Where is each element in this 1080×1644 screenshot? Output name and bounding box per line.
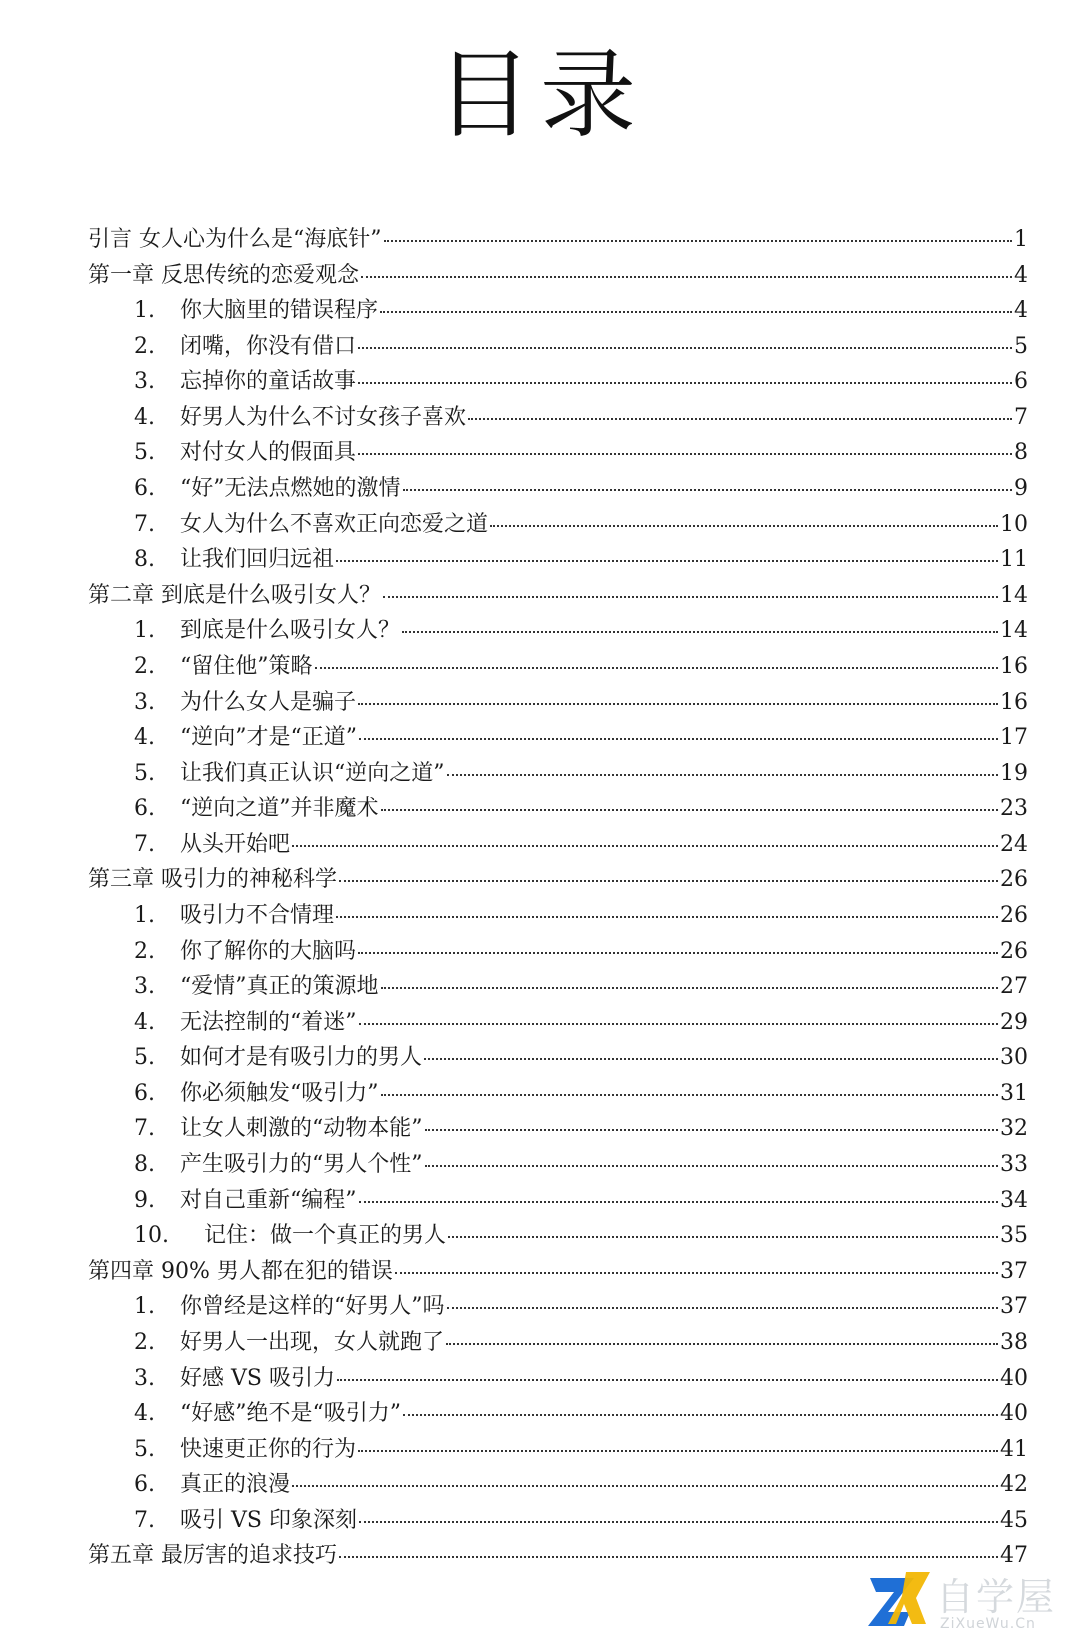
toc-item-title: 记住：做一个真正的男人 — [204, 1223, 447, 1249]
toc-dot-leader — [292, 1485, 998, 1487]
toc-page-number: 14 — [1000, 582, 1028, 608]
toc-dot-leader — [383, 596, 998, 598]
toc-item-row[interactable] — [88, 934, 1028, 970]
toc-item-number: 3. — [134, 1365, 155, 1391]
toc-dot-leader — [425, 1165, 999, 1167]
toc-chapter-row[interactable] — [88, 258, 1028, 294]
toc-dot-leader — [336, 560, 998, 562]
toc-item-number: 7. — [134, 1507, 155, 1533]
toc-dot-leader — [447, 774, 999, 776]
toc-page-number: 11 — [1000, 547, 1028, 573]
toc-item-number: 6. — [134, 1472, 155, 1498]
toc-dot-leader — [358, 347, 1012, 349]
toc-item-title: 对付女人的假面具 — [180, 440, 357, 466]
toc-chapter-row[interactable] — [88, 578, 1028, 614]
toc-dot-leader — [395, 1272, 998, 1274]
toc-item-number: 4. — [134, 725, 155, 751]
toc-item-number: 5. — [134, 1045, 155, 1071]
toc-dot-leader — [358, 703, 998, 705]
toc-item-number: 4. — [134, 1009, 155, 1035]
toc-page-number: 1 — [1014, 227, 1028, 252]
toc-chapter-title: 第二章 到底是什么吸引女人？ — [88, 582, 381, 608]
toc-item-row[interactable] — [88, 791, 1028, 827]
toc-dot-leader — [384, 240, 1013, 242]
toc-page-number: 37 — [1000, 1258, 1028, 1284]
toc-item-number: 3. — [134, 689, 155, 715]
toc-item-number: 2. — [134, 653, 155, 679]
toc-item-number: 4. — [134, 404, 155, 430]
toc-page-number: 4 — [1014, 262, 1028, 288]
toc-item-title: 对自己重新“编程” — [180, 1187, 357, 1213]
toc-item-title: 女人为什么不喜欢正向恋爱之道 — [180, 511, 489, 537]
toc-item-number: 5. — [134, 1436, 155, 1462]
toc-dot-leader — [339, 1556, 998, 1558]
toc-item-title: 吸引 VS 印象深刻 — [180, 1507, 357, 1533]
toc-item-title: “逆向”才是“正道” — [180, 725, 357, 751]
toc-item-number: 2. — [134, 333, 155, 359]
toc-dot-leader — [359, 1023, 999, 1025]
toc-item-title: 你必须触发“吸引力” — [180, 1080, 379, 1106]
toc-item-number: 1. — [134, 902, 155, 928]
toc-page-number: 45 — [1000, 1507, 1028, 1533]
toc-item-number: 6. — [134, 1080, 155, 1106]
toc-page-number: 26 — [1000, 938, 1028, 964]
toc-item-row[interactable] — [88, 400, 1028, 436]
toc-item-row[interactable] — [88, 542, 1028, 578]
toc-item-row[interactable] — [88, 1289, 1028, 1325]
toc-page-number: 41 — [1000, 1436, 1028, 1462]
toc-item-row[interactable] — [88, 293, 1028, 329]
toc-item-title: 好感 VS 吸引力 — [180, 1365, 335, 1391]
toc-item-number: 3. — [134, 369, 155, 395]
toc-dot-leader — [358, 1450, 998, 1452]
toc-page-number: 23 — [1000, 796, 1028, 822]
toc-page-number: 19 — [1000, 760, 1028, 786]
toc-page-number: 5 — [1014, 333, 1028, 359]
toc-item-title: 快速更正你的行为 — [180, 1436, 357, 1462]
toc-page-number: 31 — [1000, 1080, 1028, 1106]
toc-item-row[interactable] — [88, 435, 1028, 471]
toc-page-number: 24 — [1000, 831, 1028, 857]
toc-item-row[interactable] — [88, 507, 1028, 543]
toc-page-number: 4 — [1014, 298, 1028, 324]
toc-item-row[interactable] — [88, 969, 1028, 1005]
toc-dot-leader — [358, 382, 1012, 384]
toc-dot-leader — [337, 1379, 998, 1381]
toc-item-number: 8. — [134, 1152, 155, 1178]
toc-page-number: 29 — [1000, 1009, 1028, 1035]
toc-item-number: 5. — [134, 440, 155, 466]
toc-page-number: 40 — [1000, 1401, 1028, 1427]
toc-page-number: 26 — [1000, 902, 1028, 928]
toc-item-number: 8. — [134, 547, 155, 573]
toc-page-number: 9 — [1014, 476, 1028, 502]
toc-chapter-row[interactable] — [88, 222, 1028, 258]
toc-dot-leader — [381, 1094, 999, 1096]
toc-item-row[interactable] — [88, 1183, 1028, 1219]
toc-chapter-row[interactable] — [88, 1254, 1028, 1290]
toc-dot-leader — [402, 631, 998, 633]
toc-item-number: 9. — [134, 1187, 155, 1213]
toc-page-number: 34 — [1000, 1187, 1028, 1213]
toc-page-number: 37 — [1000, 1294, 1028, 1320]
toc-item-row[interactable] — [88, 1503, 1028, 1539]
toc-page-number: 6 — [1014, 369, 1028, 395]
toc-item-row[interactable] — [88, 1111, 1028, 1147]
toc-page-number: 35 — [1000, 1223, 1028, 1249]
watermark-url: ZiXueWu.Cn — [940, 1616, 1036, 1632]
toc-dot-leader — [381, 809, 999, 811]
toc-item-row[interactable] — [88, 649, 1028, 685]
toc-item-number: 1. — [134, 1294, 155, 1320]
toc-item-title: 让我们回归远祖 — [180, 547, 335, 573]
toc-item-row[interactable] — [88, 1218, 1028, 1254]
toc-item-title: 你大脑里的错误程序 — [180, 298, 379, 324]
toc-item-number: 7. — [134, 511, 155, 537]
toc-chapter-title: 第一章 反思传统的恋爱观念 — [88, 262, 359, 288]
toc-item-title: “好感”绝不是“吸引力” — [180, 1401, 401, 1427]
toc-item-title: 为什么女人是骗子 — [180, 689, 357, 715]
toc-dot-leader — [468, 418, 1012, 420]
toc-dot-leader — [425, 1129, 999, 1131]
toc-page-number: 42 — [1000, 1472, 1028, 1498]
toc-page-number: 32 — [1000, 1116, 1028, 1142]
toc-item-number: 1. — [134, 298, 155, 324]
table-of-contents — [88, 222, 1028, 1574]
toc-dot-leader — [424, 1058, 998, 1060]
toc-item-title: 无法控制的“着迷” — [180, 1009, 357, 1035]
toc-page-number: 14 — [1000, 618, 1028, 644]
toc-item-title: 从头开始吧 — [180, 831, 291, 857]
toc-item-number: 4. — [134, 1401, 155, 1427]
toc-item-number: 6. — [134, 796, 155, 822]
toc-item-row[interactable] — [88, 471, 1028, 507]
toc-item-title: “好”无法点燃她的激情 — [180, 476, 401, 502]
toc-item-row[interactable] — [88, 1005, 1028, 1041]
toc-dot-leader — [336, 916, 998, 918]
toc-item-row[interactable] — [88, 720, 1028, 756]
toc-item-row[interactable] — [88, 329, 1028, 365]
toc-item-title: 好男人一出现，女人就跑了 — [180, 1329, 445, 1355]
toc-item-title: “留住他”策略 — [180, 653, 313, 679]
toc-page-number: 47 — [1000, 1543, 1028, 1569]
toc-dot-leader — [380, 311, 1012, 313]
toc-dot-leader — [292, 845, 998, 847]
toc-item-number: 7. — [134, 831, 155, 857]
toc-item-title: 产生吸引力的“男人个性” — [180, 1152, 423, 1178]
toc-dot-leader — [361, 276, 1012, 278]
toc-item-row[interactable] — [88, 827, 1028, 863]
zixuewu-logo-icon — [866, 1568, 934, 1634]
toc-item-row[interactable] — [88, 364, 1028, 400]
toc-item-row[interactable] — [88, 1147, 1028, 1183]
toc-dot-leader — [381, 987, 999, 989]
toc-page-number: 10 — [1000, 511, 1028, 537]
toc-dot-leader — [315, 667, 999, 669]
toc-item-row[interactable] — [88, 1076, 1028, 1112]
toc-dot-leader — [490, 525, 998, 527]
toc-item-number: 10. — [134, 1223, 169, 1249]
toc-item-title: 吸引力不合情理 — [180, 902, 335, 928]
toc-page-number: 7 — [1014, 404, 1028, 430]
toc-item-number: 2. — [134, 1329, 155, 1355]
toc-page-number: 30 — [1000, 1045, 1028, 1071]
toc-item-title: 如何才是有吸引力的男人 — [180, 1045, 423, 1071]
toc-dot-leader — [359, 1521, 998, 1523]
toc-item-row[interactable] — [88, 1325, 1028, 1361]
toc-dot-leader — [358, 453, 1012, 455]
page-title: 目录 — [436, 39, 644, 151]
toc-item-title: “逆向之道”并非魔术 — [180, 796, 379, 822]
toc-page-number: 33 — [1000, 1152, 1028, 1178]
toc-item-row[interactable] — [88, 1467, 1028, 1503]
toc-page-number: 40 — [1000, 1365, 1028, 1391]
toc-item-title: 让我们真正认识“逆向之道” — [180, 760, 445, 786]
toc-dot-leader — [359, 1201, 999, 1203]
toc-page-number: 16 — [1000, 653, 1028, 679]
watermark-name: 自学屋 — [936, 1575, 1057, 1619]
toc-item-title: 让女人刺激的“动物本能” — [180, 1116, 423, 1142]
toc-item-number: 2. — [134, 938, 155, 964]
toc-item-row[interactable] — [88, 685, 1028, 721]
toc-page-number: 16 — [1000, 689, 1028, 715]
watermark — [866, 1568, 1066, 1638]
toc-item-title: 你了解你的大脑吗 — [180, 938, 357, 964]
toc-page-number: 8 — [1014, 440, 1028, 466]
toc-page-number: 27 — [1000, 974, 1028, 1000]
toc-item-title: 到底是什么吸引女人？ — [180, 618, 401, 644]
toc-dot-leader — [403, 1414, 998, 1416]
toc-item-number: 5. — [134, 760, 155, 786]
toc-dot-leader — [447, 1307, 999, 1309]
toc-item-row[interactable] — [88, 613, 1028, 649]
toc-item-title: “爱情”真正的策源地 — [180, 974, 379, 1000]
toc-item-title: 忘掉你的童话故事 — [180, 369, 357, 395]
toc-chapter-title: 第三章 吸引力的神秘科学 — [88, 867, 337, 893]
toc-item-number: 7. — [134, 1116, 155, 1142]
toc-item-number: 6. — [134, 476, 155, 502]
toc-dot-leader — [339, 880, 998, 882]
toc-dot-leader — [358, 952, 998, 954]
toc-item-row[interactable] — [88, 1361, 1028, 1397]
toc-item-number: 3. — [134, 974, 155, 1000]
toc-page-number: 38 — [1000, 1329, 1028, 1355]
toc-chapter-row[interactable] — [88, 862, 1028, 898]
toc-item-title: 你曾经是这样的“好男人”吗 — [180, 1294, 445, 1320]
toc-chapter-title: 第四章 90% 男人都在犯的错误 — [88, 1258, 393, 1284]
toc-item-row[interactable] — [88, 898, 1028, 934]
toc-chapter-title: 第五章 最厉害的追求技巧 — [88, 1543, 337, 1569]
toc-page-number: 26 — [1000, 867, 1028, 893]
toc-item-row[interactable] — [88, 1040, 1028, 1076]
toc-item-title: 闭嘴，你没有借口 — [180, 333, 357, 359]
toc-chapter-title: 引言 女人心为什么是“海底针” — [88, 227, 382, 252]
toc-item-row[interactable] — [88, 756, 1028, 792]
toc-item-title: 真正的浪漫 — [180, 1472, 291, 1498]
toc-dot-leader — [403, 489, 1013, 491]
toc-item-title: 好男人为什么不讨女孩子喜欢 — [180, 404, 467, 430]
toc-dot-leader — [448, 1236, 998, 1238]
toc-dot-leader — [446, 1343, 998, 1345]
toc-item-row[interactable] — [88, 1432, 1028, 1468]
toc-page-number: 17 — [1000, 725, 1028, 751]
toc-item-number: 1. — [134, 618, 155, 644]
toc-dot-leader — [359, 738, 998, 740]
toc-item-row[interactable] — [88, 1396, 1028, 1432]
